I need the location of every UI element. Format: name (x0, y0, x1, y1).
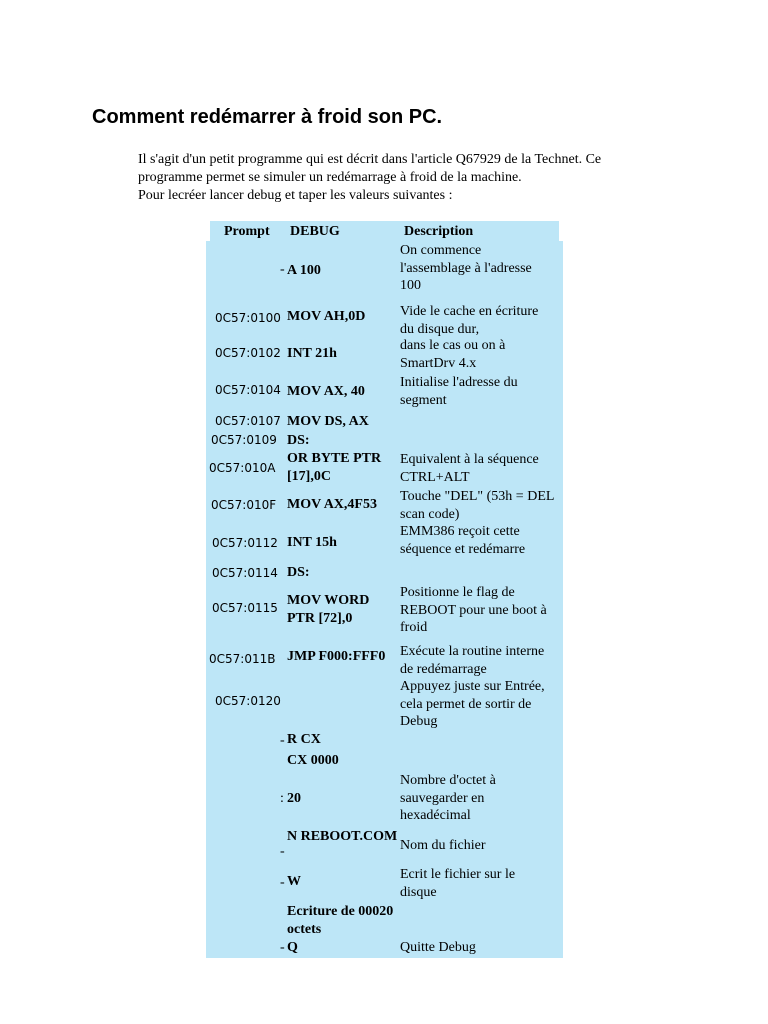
table-row (206, 432, 563, 450)
table-row (206, 865, 563, 903)
row-debug-command: MOV AX,4F53 (287, 497, 377, 512)
row-debug-command: Q (287, 940, 298, 955)
table-row (206, 731, 563, 751)
debug-table (206, 221, 563, 958)
row-prompt: 0C57:0112 (212, 536, 278, 550)
table-row (206, 642, 563, 677)
row-prompt: 0C57:0104 (215, 383, 281, 397)
row-prompt: - (280, 940, 285, 955)
row-description: Vide le cache en écriture du disque dur, (400, 304, 539, 337)
table-row (206, 939, 563, 958)
row-prompt: 0C57:0109 (211, 433, 277, 447)
row-debug-command: MOV WORD PTR [72],0 (287, 593, 370, 626)
row-description: Appuyez juste sur Entrée, cela permet de sortir de Debug (400, 679, 545, 729)
row-prompt: 0C57:0107 (215, 414, 281, 428)
row-prompt: - (280, 875, 285, 890)
row-prompt: 0C57:010F (211, 498, 277, 512)
row-debug-command: R CX (287, 732, 321, 747)
table-row (206, 413, 563, 432)
row-debug-command: CX 0000 (287, 753, 339, 768)
row-description: Nom du fichier (400, 838, 486, 853)
intro-line: programme permet se simuler un redémarrage à froid de la machine. (138, 170, 522, 185)
table-row (206, 521, 563, 563)
row-prompt: 0C57:0114 (212, 566, 278, 580)
intro-paragraph (138, 151, 678, 205)
row-description: Initialise l'adresse du segment (400, 375, 518, 408)
row-debug-command: N REBOOT.COM (287, 829, 398, 844)
row-debug-command: INT 15h (287, 535, 337, 550)
row-prompt: - (280, 733, 285, 748)
row-prompt: 0C57:011B (209, 652, 276, 666)
table-row (206, 903, 563, 939)
row-debug-command: Ecriture de 00020 octets (287, 904, 394, 937)
row-debug-command: JMP F000:FFF0 (287, 649, 386, 664)
row-debug-command: W (287, 874, 301, 889)
intro-line: Pour lecréer lancer debug et taper les valeurs suivantes : (138, 188, 453, 203)
header-gap (206, 221, 210, 241)
row-prompt: 0C57:0120 (215, 694, 281, 708)
header-prompt: Prompt (224, 224, 270, 239)
row-prompt: - (280, 262, 285, 277)
row-description: Ecrit le fichier sur le disque (400, 867, 516, 900)
row-debug-command: INT 21h (287, 346, 337, 361)
row-description: Exécute la routine interne de redémarrage (400, 644, 545, 677)
row-description: On commence l'assemblage à l'adresse 100 (400, 243, 532, 293)
table-row (206, 771, 563, 825)
row-debug-command: DS: (287, 433, 310, 448)
header-debug: DEBUG (290, 224, 340, 239)
row-description: Nombre d'octet à sauvegarder en hexadécimal (400, 773, 496, 823)
table-row (206, 488, 563, 521)
page-title: Comment redémarrer à froid son PC. (92, 106, 443, 128)
header-gap (559, 221, 563, 241)
row-prompt: 0C57:0115 (212, 601, 278, 615)
table-row (206, 751, 563, 771)
row-debug-command: OR BYTE PTR [17],0C (287, 451, 382, 484)
row-description: Quitte Debug (400, 940, 476, 955)
row-debug-command: MOV DS, AX (287, 414, 369, 429)
table-row (206, 450, 563, 488)
row-debug-command: DS: (287, 565, 310, 580)
table-row (206, 241, 563, 303)
table-row (206, 337, 563, 374)
row-description: Positionne le flag de REBOOT pour une boot à froid (400, 585, 547, 635)
table-row (206, 584, 563, 642)
table-row (206, 303, 563, 337)
row-description: Touche "DEL" (53h = DEL scan code) (400, 489, 554, 522)
intro-line: Il s'agit d'un petit programme qui est décrit dans l'article Q67929 de la Technet. Ce (138, 152, 602, 167)
row-debug-command: MOV AX, 40 (287, 384, 365, 399)
row-debug-command: A 100 (287, 263, 321, 278)
row-description: EMM386 reçoit cette séquence et redémarre (400, 524, 526, 557)
row-prompt: 0C57:010A (209, 461, 276, 475)
table-row (206, 374, 563, 413)
row-prompt: 0C57:0100 (215, 311, 281, 325)
row-debug-command: 20 (287, 791, 301, 806)
table-row (206, 677, 563, 731)
row-description: dans le cas ou on à SmartDrv 4.x (400, 338, 506, 371)
table-row (206, 563, 563, 584)
table-row (206, 825, 563, 865)
row-prompt: 0C57:0102 (215, 346, 281, 360)
header-description: Description (404, 224, 474, 239)
row-description: Equivalent à la séquence CTRL+ALT (400, 452, 539, 485)
row-prompt: : (280, 791, 284, 806)
row-prompt: - (280, 844, 285, 859)
row-debug-command: MOV AH,0D (287, 309, 366, 324)
